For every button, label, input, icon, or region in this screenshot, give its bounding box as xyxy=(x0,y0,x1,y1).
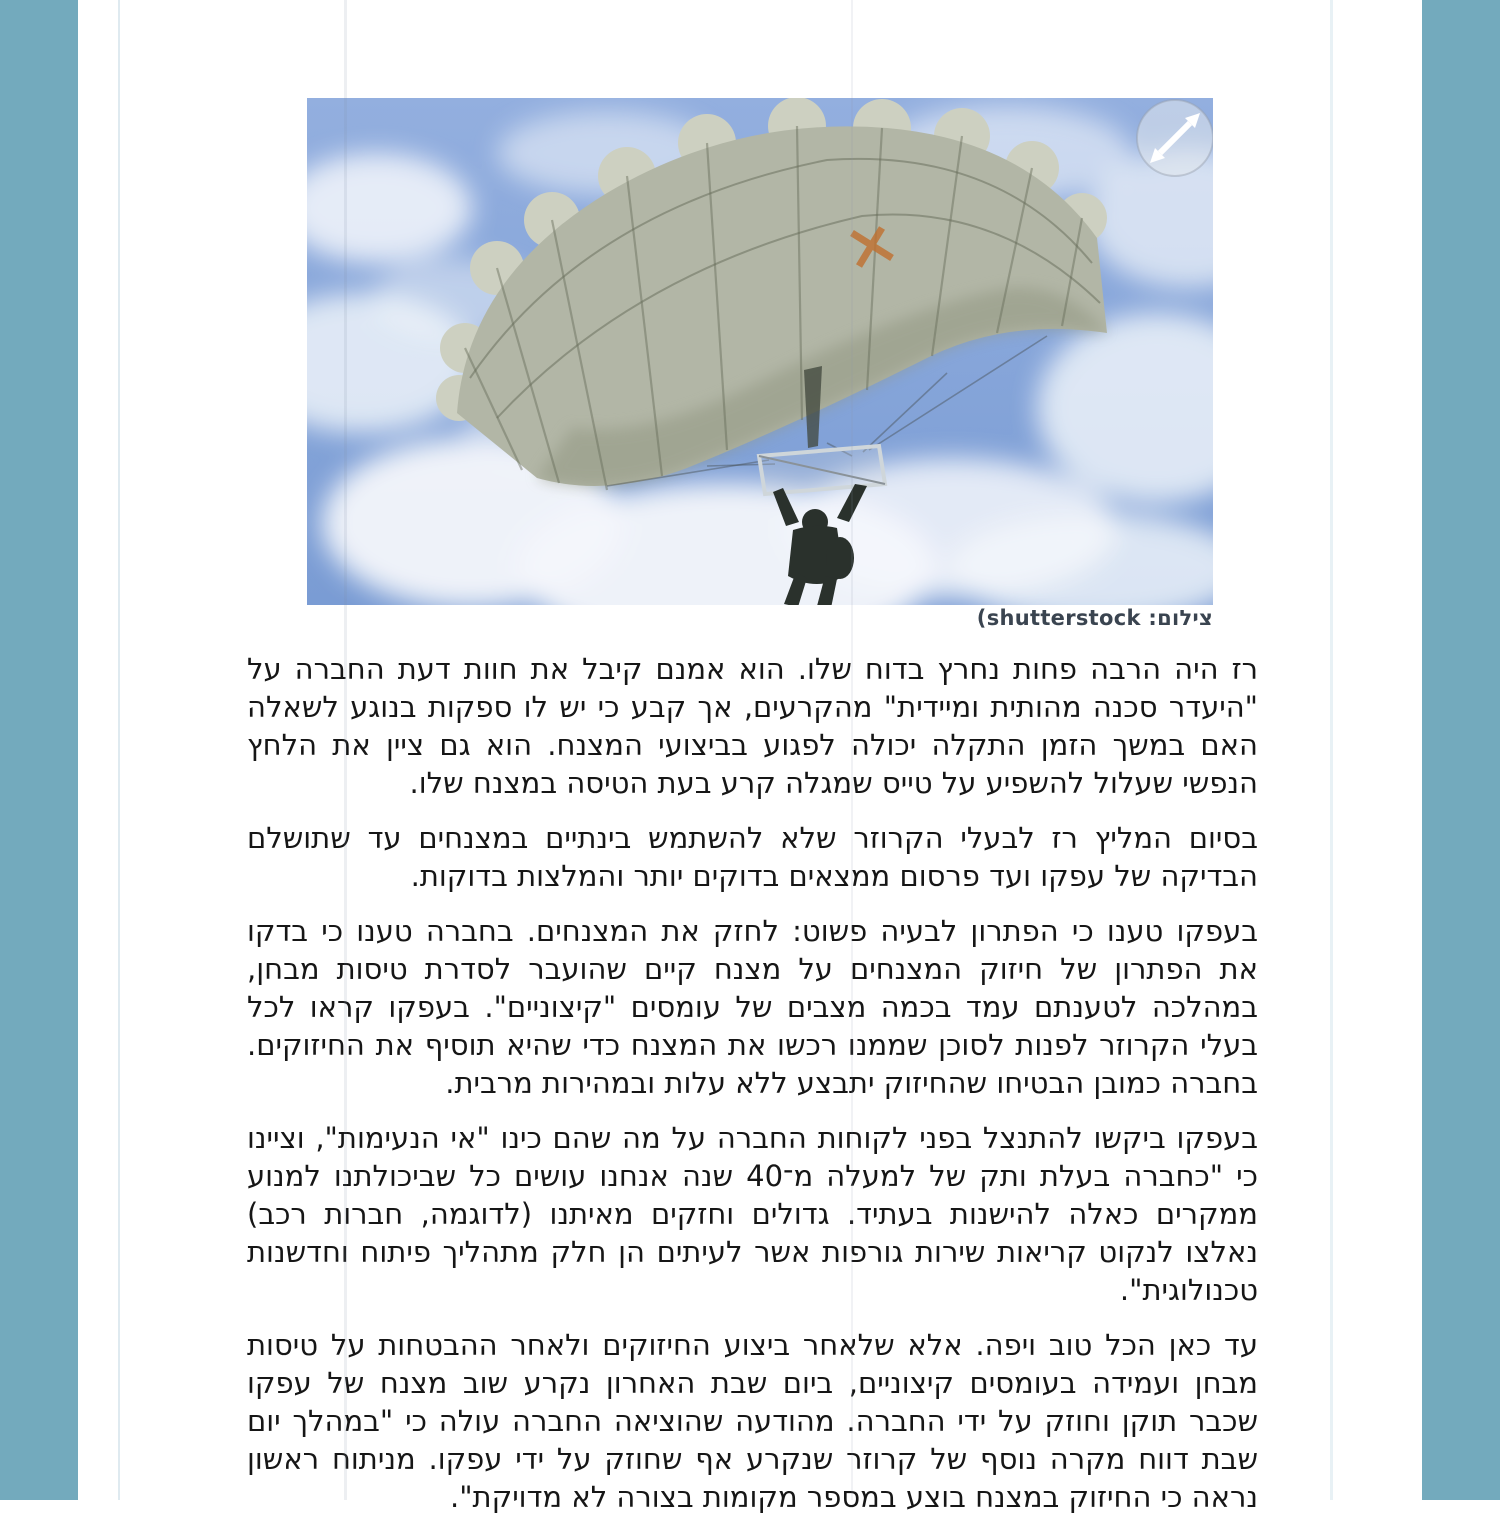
scan-streak xyxy=(118,0,120,1500)
scan-streak xyxy=(1330,0,1333,1500)
article-body xyxy=(247,650,1258,1533)
article-paragraph-2: בסיום המליץ רז לבעלי הקרוזר שלא להשתמש בינתיים במצנחים עד שתושלם הבדיקה של עפקו ועד פרסום ממצאים בדוקים יותר והמלצות בדוקות. xyxy=(247,821,1258,893)
parachute-photo[interactable] xyxy=(307,98,1213,605)
left-scan-band xyxy=(0,0,78,1500)
article-paragraph-4: בעפקו ביקשו להתנצל בפני לקוחות החברה על מה שהם כינו "אי הנעימות", וציינו כי "כחברה בעלת ותק של למעלה מ־40 שנה אנחנו עושים כל שביכולתנו למנוע ממקרים כאלה להישנות בעתיד. גדולים וחזקים מאיתנו (לדוגמה, חברות רכב) נאלצו לנקוט קריאות שירות גורפות אשר לעיתים הן חלק מתהליך פיתוח וחדשנות טכנולוגית". xyxy=(247,1121,1259,1307)
right-scan-band xyxy=(1422,0,1500,1500)
parachute-photo-canvas xyxy=(307,98,1213,605)
article-paragraph-5: עד כאן הכל טוב ויפה. אלא שלאחר ביצוע החיזוקים ולאחר ההבטחות על טיסות מבחן ועמידה בעומסים קיצוניים, ביום שבת האחרון נקרע שוב מצנח של עפקו שכבר תוקן וחוזק על ידי החברה. מהודעה שהוציאה החברה עולה כי "במהלך יום שבת דווח מקרה נוסף של קרוזר שנקרע אף שחוזק על ידי עפקו. מניתוח ראשון נראה כי החיזוק במצנח בוצע במספר מקומות בצורה לא מדויקת". xyxy=(247,1328,1258,1514)
expand-icon[interactable] xyxy=(1137,100,1213,176)
photo-credit: (shutterstock :צילום xyxy=(976,606,1213,630)
article-paragraph-3: בעפקו טענו כי הפתרון לבעיה פשוט: לחזק את המצנחים. בחברה טענו כי בדקו את הפתרון של חיזוק המצנחים על מצנח קיים שהועבר לסדרת טיסות מבחן, במהלכה לטענתם עמד בכמה מצבים של עומסים "קיצוניים". בעפקו קראו לכל בעלי הקרוזר לפנות לסוכן שממנו רכשו את המצנח כדי שהיא תוסיף את החיזוקים. בחברה כמובן הבטיחו שהחיזוק יתבצע ללא עלות ובמהירות מרבית. xyxy=(247,914,1258,1100)
article-paragraph-1: רז היה הרבה פחות נחרץ בדוח שלו. הוא אמנם קיבל את חוות דעת החברה על "היעדר סכנה מהותית ומיידית" מהקרעים, אך קבע כי יש לו ספקות בנוגע לשאלה האם במשך הזמן התקלה יכולה לפגוע בביצועי המצנח. הוא גם ציין את הלחץ הנפשי שעלול להשפיע על טייס שמגלה קרע בעת הטיסה במצנח שלו. xyxy=(247,652,1258,800)
